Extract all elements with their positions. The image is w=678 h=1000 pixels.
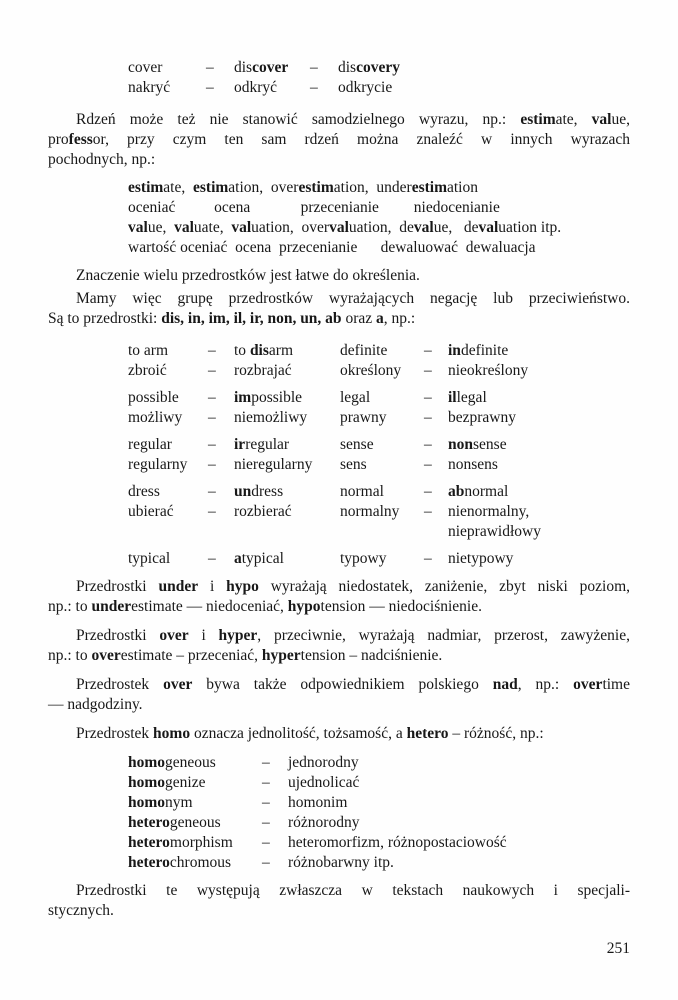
word-pair-group [128, 388, 630, 428]
paragraph-root-note [48, 110, 630, 170]
table-cell: – [262, 774, 270, 791]
table-cell: homogeneous [128, 754, 216, 771]
text-line: estimate, estimation, overestimation, underestimation [128, 179, 478, 196]
table-cell: rozbierać [234, 503, 292, 520]
table-cell: discovery [338, 59, 400, 76]
table-cell: to disarm [234, 342, 294, 359]
text-line: Przedrostki te występują zwłaszcza w tekstach naukowych i specjali- [76, 882, 630, 899]
text-line: np.: to underestimate — niedoceniać, hypotension — niedociśnienie. [48, 598, 482, 615]
table-cell: – [424, 483, 432, 500]
table-cell: ujednolicać [288, 774, 360, 791]
table-cell [128, 522, 208, 542]
table-cell: – [262, 754, 270, 771]
word-pair-group [128, 341, 630, 381]
text-line: stycznych. [48, 902, 114, 919]
table-cell: – [262, 854, 270, 871]
table-cell: nieokreślony [448, 362, 529, 379]
table-cell: nakryć [128, 79, 171, 96]
table-cell: – [310, 59, 318, 76]
table-cell: to arm [128, 342, 169, 359]
table-cell: – [208, 503, 216, 520]
table-cell: typical [128, 550, 171, 567]
paragraph-prefix-meaning [48, 266, 630, 286]
table-cell: – [424, 503, 432, 520]
table-cell: odkrycie [338, 79, 393, 96]
table-cell: illegal [448, 389, 487, 406]
table-cell: – [310, 79, 318, 96]
table-cell: rozbrajać [234, 362, 292, 379]
table-cell [234, 522, 340, 542]
table-cell: impossible [234, 389, 303, 406]
paragraph-closing [48, 881, 630, 921]
table-cell: dress [128, 483, 160, 500]
table-cell: definite [340, 342, 388, 359]
paragraph-over-hyper [48, 626, 630, 666]
table-cell: nonsens [448, 456, 498, 473]
table-cell: – [262, 794, 270, 811]
paragraph-overtime [48, 675, 630, 715]
text-line: Są to przedrostki: dis, in, im, il, ir, non, un, ab oraz a, np.: [48, 310, 416, 327]
text-line: Znaczenie wielu przedrostków jest łatwe do określenia. [76, 267, 420, 284]
table-cell: heterogeneous [128, 814, 221, 831]
table-cell: heteromorphism [128, 834, 233, 851]
text-line: pochodnych, np.: [48, 151, 156, 168]
table-cell: zbroić [128, 362, 167, 379]
table-cell: prawny [340, 409, 387, 426]
table-cell: – [208, 483, 216, 500]
table-cell: – [262, 814, 270, 831]
table-cell: homonim [288, 794, 348, 811]
word-pair-group [128, 482, 630, 542]
table-cell: – [424, 456, 432, 473]
table-cell: – [208, 362, 216, 379]
text-line: — nadgodziny. [48, 696, 143, 713]
table-cell: różnorodny [288, 814, 360, 831]
table-cell: nienormalny, [448, 503, 530, 520]
table-cell: irregular [234, 436, 290, 453]
paragraph-homo-hetero [48, 724, 630, 744]
text-line: np.: to overestimate – przeceniać, hypertension – nadciśnienie. [48, 647, 443, 664]
table-cell: – [208, 389, 216, 406]
text-line: wartość oceniać ocena przecenianie dewaluować dewaluacja [128, 239, 536, 256]
table-cell: homogenize [128, 774, 206, 791]
table-cell: niemożliwy [234, 409, 308, 426]
table-cell: discover [234, 59, 289, 76]
table-cell [208, 522, 234, 542]
text-line: professor, przy czym ten sam rdzeń można znaleźć w innych wyrazach [48, 131, 630, 148]
table-cell: – [424, 550, 432, 567]
text-line: Mamy więc grupę przedrostków wyrażających negację lub przeciwieństwo. [76, 290, 630, 307]
table-cell: nonsense [448, 436, 507, 453]
homo-hetero-table [128, 753, 630, 873]
text-line: Przedrostki over i hyper, przeciwnie, wyrażają nadmiar, przerost, zawyżenie, [76, 627, 630, 644]
text-line: value, valuate, valuation, overvaluation, devalue, devaluation itp. [128, 219, 562, 236]
table-cell: atypical [234, 550, 284, 567]
table-cell [340, 522, 424, 542]
table-cell: – [424, 409, 432, 426]
table-cell: regular [128, 436, 172, 453]
table-cell: możliwy [128, 409, 183, 426]
table-cell: – [424, 436, 432, 453]
table-cell: – [208, 409, 216, 426]
table-cell: legal [340, 389, 371, 406]
table-cell: indefinite [448, 342, 509, 359]
table-cell: nietypowy [448, 550, 514, 567]
table-cell: – [208, 550, 216, 567]
table-cell: normalny [340, 503, 400, 520]
text-line: Przedrostki under i hypo wyrażają niedostatek, zaniżenie, zbyt niski poziom, [76, 578, 631, 595]
text-line: Przedrostek homo oznacza jednolitość, tożsamość, a hetero – różność, np.: [76, 725, 544, 742]
table-cell: normal [340, 483, 384, 500]
table-cell: heteromorfizm, różnopostaciowość [288, 834, 507, 851]
table-cell: bezprawny [448, 409, 516, 426]
table-cell: – [262, 834, 270, 851]
table-cell: – [424, 389, 432, 406]
table-cell: possible [128, 389, 179, 406]
table-cell: nieregularny [234, 456, 313, 473]
table-cell: typowy [340, 550, 387, 567]
table-cell [424, 522, 448, 542]
table-cell: – [424, 362, 432, 379]
table-cell: undress [234, 483, 284, 500]
paragraph-negation-prefixes [48, 289, 630, 329]
table-cell: odkryć [234, 79, 278, 96]
table-cell: homonym [128, 794, 193, 811]
table-cell: – [206, 79, 214, 96]
table-cell: jednorodny [288, 754, 359, 771]
table-cell: – [206, 59, 214, 76]
paragraph-under-hypo [48, 577, 630, 617]
word-pair-group [128, 435, 630, 475]
table-cell: ubierać [128, 503, 174, 520]
table-cell: – [208, 342, 216, 359]
table-cell: cover [128, 59, 163, 76]
estimate-derivatives-block [128, 178, 630, 258]
page-number: 251 [606, 940, 630, 957]
table-cell: – [208, 436, 216, 453]
text-line: Przedrostek over bywa także odpowiednikiem polskiego nad, np.: overtime [76, 676, 630, 693]
word-pair-group [128, 549, 630, 569]
table-cell: abnormal [448, 483, 509, 500]
table-cell: nieprawidłowy [448, 523, 541, 540]
text-line: Rdzeń może też nie stanowić samodzielnego wyrazu, np.: estimate, value, [76, 111, 630, 128]
negation-prefix-table [128, 341, 630, 569]
text-line: oceniać ocena przecenianie niedocenianie [128, 199, 500, 216]
table-cell: – [208, 456, 216, 473]
table-cell: sense [340, 436, 374, 453]
table-cell: – [424, 342, 432, 359]
table-cell: heterochromous [128, 854, 232, 871]
table-cell: regularny [128, 456, 188, 473]
cover-derivatives-table [128, 58, 630, 98]
table-cell: różnobarwny itp. [288, 854, 394, 871]
table-cell: określony [340, 362, 402, 379]
table-cell: sens [340, 456, 367, 473]
